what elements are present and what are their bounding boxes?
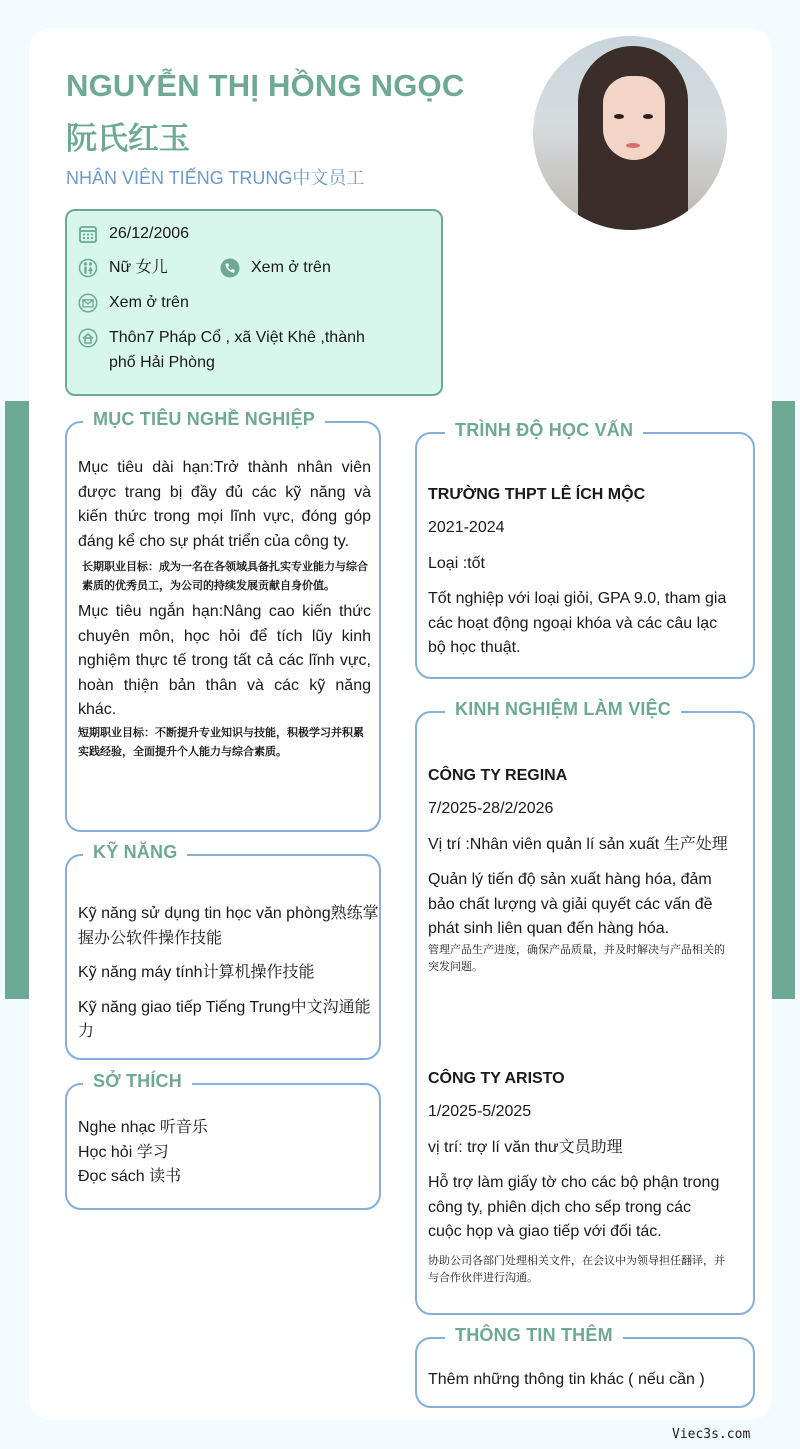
school-name: TRƯỜNG THPT LÊ ÍCH MỘC [428,486,646,503]
extra-info-section [415,1325,755,1408]
address-line-2: phố Hải Phòng [109,354,215,371]
objective-long-term-vi: Mục tiêu dài hạn:Trở thành nhân viên được trang bị đầy đủ các kỹ năng và kiến thức trong mọi lĩnh vực, đóng góp đáng kể cho sự phát triển của công ty. [78,459,371,550]
hobbies-title: SỞ THÍCH [83,1071,192,1092]
job-entry [428,1070,728,1287]
objective-title: MỤC TIÊU NGHỀ NGHIỆP [83,409,325,430]
birthday-row [78,224,189,246]
job-title: NHÂN VIÊN TIẾNG TRUNG中文员工 [66,168,365,188]
job-period: 1/2025-5/2025 [428,1103,532,1120]
gender-row [78,258,168,280]
hobby-item: Nghe nhạc 听音乐 [78,1119,208,1136]
skill-item: Kỹ năng sử dụng tin học văn phòng熟练掌握办公软件操作技能 [78,905,379,947]
hobby-item: Đọc sách 读书 [78,1168,182,1185]
hobbies-section [65,1071,381,1210]
address-row [78,328,365,375]
company-name: CÔNG TY REGINA [428,767,568,784]
objective-long-term-cn: 长期职业目标：成为一名在各领域具备扎实专业能力与综合素质的优秀员工，为公司的持续发展贡献自身价值。 [82,561,368,592]
job-period: 7/2025-28/2/2026 [428,800,554,817]
education-section [415,420,755,679]
job-position: Vị trí :Nhân viên quản lí sản xuất 生产处理 [428,835,728,853]
job-description-cn: 管理产品生产进度，确保产品质量，并及时解决与产品相关的突发问题。 [428,943,725,973]
extra-info-title: THÔNG TIN THÊM [445,1325,623,1346]
gender-value: Nữ 女儿 [109,259,168,276]
decorative-band-left [5,401,31,999]
gender-icon [78,258,98,278]
objective-short-term-cn: 短期职业目标：不断提升专业知识与技能，积极学习并积累实践经验，全面提升个人能力与综合素质。 [78,726,364,758]
objective-section [65,409,381,832]
company-name: CÔNG TY ARISTO [428,1070,565,1087]
job-position: vị trí: trợ lí văn thư文员助理 [428,1138,623,1156]
decorative-band-right [772,401,795,999]
skill-item: Kỹ năng máy tính计算机操作技能 [78,964,315,981]
address-line-1: Thôn7 Pháp Cổ , xã Việt Khê ,thành [109,329,365,346]
home-icon [78,328,98,348]
education-grade: Loại :tốt [428,554,485,572]
job-description-cn: 协助公司各部门处理相关文件，在会议中为领导担任翻译，并与合作伙伴进行沟通。 [428,1254,725,1284]
birthday-value: 26/12/2006 [109,225,190,242]
calendar-icon [78,224,98,244]
extra-info-text: Thêm những thông tin khác ( nếu cần ) [428,1371,705,1388]
skills-title: KỸ NĂNG [83,842,187,863]
avatar [533,36,727,230]
objective-short-term-vi: Mục tiêu ngắn hạn:Nâng cao kiến thức chuyên môn, học hỏi để tích lũy kinh nghiệm thực tế trong tất cả các lĩnh vực, hoàn thiện bản thân và các kỹ năng khác. [78,603,371,718]
email-icon [78,293,98,313]
email-value: Xem ở trên [109,294,189,311]
experience-section [415,699,755,1315]
job-entry [428,767,728,976]
education-years: 2021-2024 [428,519,505,536]
candidate-name-chinese: 阮氏红玉 [66,121,190,156]
candidate-name: NGUYỄN THỊ HỒNG NGỌC [66,68,465,103]
skills-section [65,842,381,1060]
job-description: Hỗ trợ làm giấy tờ cho các bộ phận trong công ty, phiên dịch cho sếp trong các cuộc họp và giao tiếp với đối tác. [428,1174,720,1240]
hobby-item: Học hỏi 学习 [78,1143,169,1161]
education-description: Tốt nghiệp với loại giỏi, GPA 9.0, tham gia các hoạt động ngoại khóa và các câu lạc bộ học thuật. [428,590,727,656]
job-description: Quản lý tiến độ sản xuất hàng hóa, đảm bảo chất lượng và giải quyết các vấn đề phát sinh liên quan đến hàng hóa. [428,871,713,937]
skill-item: Kỹ năng giao tiếp Tiếng Trung中文沟通能力 [78,998,371,1040]
phone-row [220,258,331,280]
experience-title: KINH NGHIỆM LÀM VIỆC [445,699,681,720]
phone-value: Xem ở trên [251,259,331,276]
email-row [78,293,189,315]
phone-icon [220,258,240,278]
education-title: TRÌNH ĐỘ HỌC VẤN [445,420,643,441]
watermark: Viec3s.com [672,1427,751,1442]
